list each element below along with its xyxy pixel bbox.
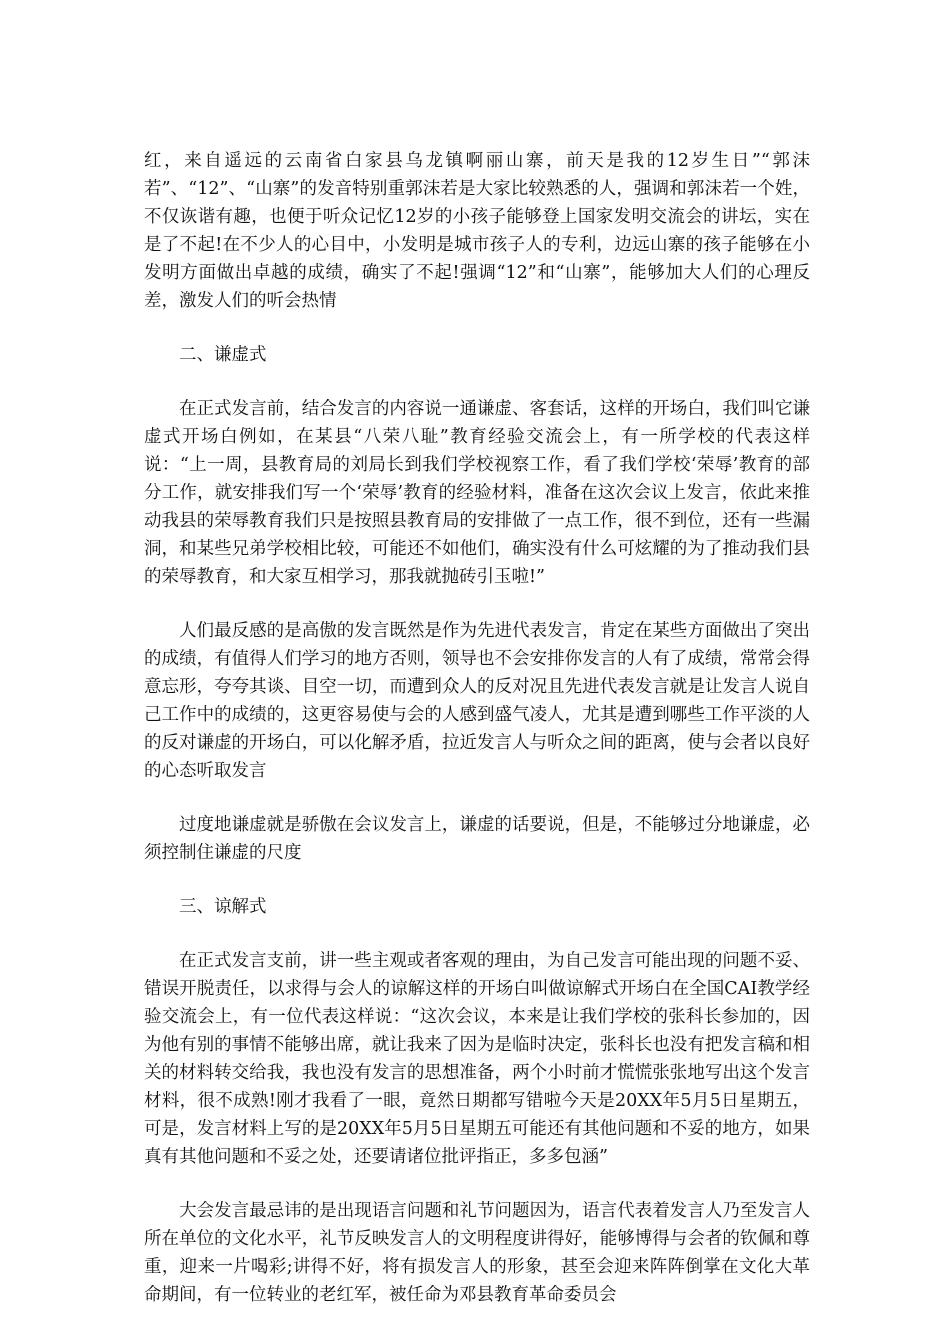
paragraph-arrogance-aversion: 人们最反感的是高傲的发言既然是作为先进代表发言，肯定在某些方面做出了突出的成绩，有值得人们学习的地方否则，领导也不会安排你发言的人有了成绩，常常会得意忘形，夸夸其谈、目空一切，而遭到众人的反对况且先进代表发言就是让发言人说自己工作中的成绩的，这更容易使与会的人感到盛气凌人，尤其是遭到哪些工作平淡的人的反对谦虚的开场白，可以化解矛盾，拉近发言人与听众之间的距离，使与会者以良好的心态听取发言 [144,621,810,781]
paragraph-modest-example: 在正式发言前，结合发言的内容说一通谦虚、客套话，这样的开场白，我们叫它谦虚式开场白例如，在某县“八荣八耻”教育经验交流会上，有一所学校的代表这样说：“上一周，县教育局的刘局长到我们学校视察工作，看了我们学校‘荣辱’教育的部分工作，就安排我们写一个‘荣辱’教育的经验材料，准备在这次会议上发言，依此来推动我县的荣辱教育我们只是按照县教育局的安排做了一点工作，很不到位，还有一些漏洞，和某些兄弟学校相比较，可能还不如他们，确实没有什么可炫耀的为了推动我们县的荣辱教育，和大家互相学习，那我就抛砖引玉啦!” [144,399,810,587]
paragraph-intro-continuation: 红，来自遥远的云南省白家县乌龙镇啊丽山寨，前天是我的12岁生日”“郭沫若”、“12”、“山寨”的发音特别重郭沫若是大家比较熟悉的人，强调和郭沫若一个姓，不仅诙谐有趣，也便于听众记忆12岁的小孩子能够登上国家发明交流会的讲坛，实在是了不起!在不少人的心目中，小发明是城市孩子人的专利，边远山寨的孩子能够在小发明方面做出卓越的成绩，确实了不起!强调“12”和“山寨”，能够加大人们的心理反差，激发人们的听会热情 [144,151,810,311]
paragraph-excessive-modesty: 过度地谦虚就是骄傲在会议发言上，谦虚的话要说，但是，不能够过分地谦虚，必须控制住谦虚的尺度 [144,815,810,863]
paragraph-apology-example: 在正式发言支前，讲一些主观或者客观的理由，为自己发言可能出现的问题不妥、错误开脱责任，以求得与会人的谅解这样的开场白叫做谅解式开场白在全国CAI教学经验交流会上，有一位代表这样说：“这次会议，本来是让我们学校的张科长参加的，因为他有别的事情不能够出席，就让我来了因为是临时决定，张科长也没有把发言稿和相关的材料转交给我，我也没有发言的思想准备，两个小时前才慌慌张张地写出这个发言材料，很不成熟!刚才我看了一眼，竟然日期都写错啦今天是20XX年5月5日星期五，可是，发言材料上写的是20XX年5月5日星期五可能还有其他问题和不妥的地方，如果真有其他问题和不妥之处，还要请诸位批评指正，多多包涵” [144,951,810,1167]
section-heading-apology-style: 三、谅解式 [179,897,267,917]
paragraph-language-etiquette: 大会发言最忌讳的是出现语言问题和礼节问题因为，语言代表着发言人乃至发言人所在单位的文化水平，礼节反映发言人的文明程度讲得好，能够博得与会者的钦佩和尊重，迎来一片喝彩;讲得不好，将有损发言人的形象，甚至会迎来阵阵倒掌在文化大革命期间，有一位转业的老红军，被任命为邓县教育革命委员会 [144,1201,810,1305]
document-body [144,147,810,1309]
section-heading-modest-style: 二、谦虚式 [179,345,267,365]
